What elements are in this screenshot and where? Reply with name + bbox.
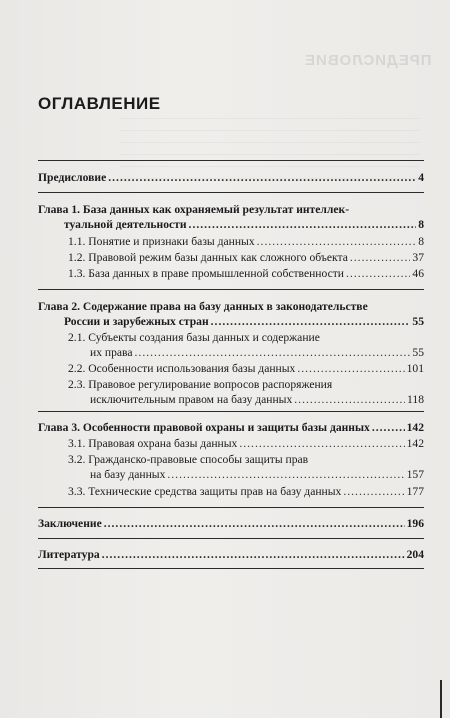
divider <box>38 568 424 569</box>
chapter-title-line: Глава 3. Особенности правовой охраны и защиты базы данных <box>38 421 370 434</box>
toc-entry-conclusion <box>38 516 424 531</box>
toc-page-number: 204 <box>406 548 424 561</box>
toc-section-1-1 <box>68 234 424 249</box>
toc-chapter-1 <box>38 202 424 232</box>
bleed-through-header: ПРЕДИСЛОВИЕ <box>304 52 432 69</box>
leader-dots <box>104 516 405 531</box>
toc-page-number: 8 <box>418 235 424 248</box>
toc-entry-text: Заключение <box>38 517 102 530</box>
divider <box>38 411 424 412</box>
leader-dots <box>239 436 404 451</box>
toc-page-number: 157 <box>406 468 424 481</box>
chapter-title-line: Глава 2. Содержание права на базу данных в законодательстве <box>38 300 368 313</box>
divider <box>38 192 424 193</box>
toc-section-3-1 <box>68 436 424 451</box>
toc-section-2-3 <box>68 377 424 407</box>
toc-section-3-2 <box>68 452 424 482</box>
section-title: 2.1. Субъекты создания базы данных и содержание <box>68 331 320 344</box>
divider <box>38 289 424 290</box>
chapter-title-line: России и зарубежных стран <box>64 315 209 328</box>
toc-chapter-2 <box>38 299 424 329</box>
toc-page-number: 37 <box>412 251 424 264</box>
leader-dots <box>102 547 405 562</box>
leader-dots <box>294 392 405 407</box>
section-title: на базу данных <box>90 468 166 481</box>
toc-entry-text: Предисловие <box>38 171 107 184</box>
leader-dots <box>211 314 411 329</box>
leader-dots <box>189 217 417 232</box>
toc-section-2-1 <box>68 330 424 360</box>
leader-dots <box>108 170 416 185</box>
toc-section-1-2 <box>68 250 424 265</box>
section-title: исключительным правом на базу данных <box>90 393 293 406</box>
section-title: 1.3. База данных в праве промышленной собственности <box>68 267 345 280</box>
toc-section-3-3 <box>68 484 424 499</box>
leader-dots <box>346 266 410 281</box>
toc-entry-literature <box>38 547 424 562</box>
section-title: 3.3. Технические средства защиты прав на базу данных <box>68 485 342 498</box>
toc-entry-text: Литература <box>38 548 100 561</box>
section-title: 1.2. Правовой режим базы данных как сложного объекта <box>68 251 348 264</box>
toc-page-number: 55 <box>412 315 424 328</box>
leader-dots <box>135 345 411 360</box>
divider <box>38 538 424 539</box>
toc-page-number: 8 <box>418 218 424 231</box>
toc-section-2-2 <box>68 361 424 376</box>
toc-page-number: 46 <box>412 267 424 280</box>
section-title: 3.2. Гражданско-правовые способы защиты прав <box>68 453 309 466</box>
chapter-title-line: Глава 1. База данных как охраняемый результат интеллек- <box>38 203 350 216</box>
toc-page-number: 196 <box>406 517 424 530</box>
toc-page-number: 142 <box>406 421 424 434</box>
section-title: их права <box>90 346 133 359</box>
section-title: 1.1. Понятие и признаки базы данных <box>68 235 255 248</box>
chapter-title-line: туальной деятельности <box>64 218 187 231</box>
section-title: 3.1. Правовая охрана базы данных <box>68 437 238 450</box>
toc-page-number: 118 <box>407 393 424 406</box>
toc-page-number: 177 <box>406 485 424 498</box>
section-title: 2.3. Правовое регулирование вопросов распоряжения <box>68 378 333 391</box>
divider <box>38 507 424 508</box>
leader-dots <box>297 361 404 376</box>
toc-section-1-3 <box>68 266 424 281</box>
leader-dots <box>372 420 405 435</box>
leader-dots <box>257 234 417 249</box>
toc-page-number: 4 <box>418 171 424 184</box>
toc-page-number: 142 <box>406 437 424 450</box>
toc-title: ОГЛАВЛЕНИЕ <box>38 94 161 113</box>
page-edge-mark <box>440 680 442 718</box>
leader-dots <box>167 467 404 482</box>
divider <box>38 160 424 161</box>
toc-page-number: 55 <box>412 346 424 359</box>
section-title: 2.2. Особенности использования базы данных <box>68 362 296 375</box>
leader-dots <box>343 484 404 499</box>
leader-dots <box>350 250 411 265</box>
toc-entry-preface <box>38 170 424 185</box>
toc-page-number: 101 <box>406 362 424 375</box>
toc-chapter-3 <box>38 420 424 435</box>
